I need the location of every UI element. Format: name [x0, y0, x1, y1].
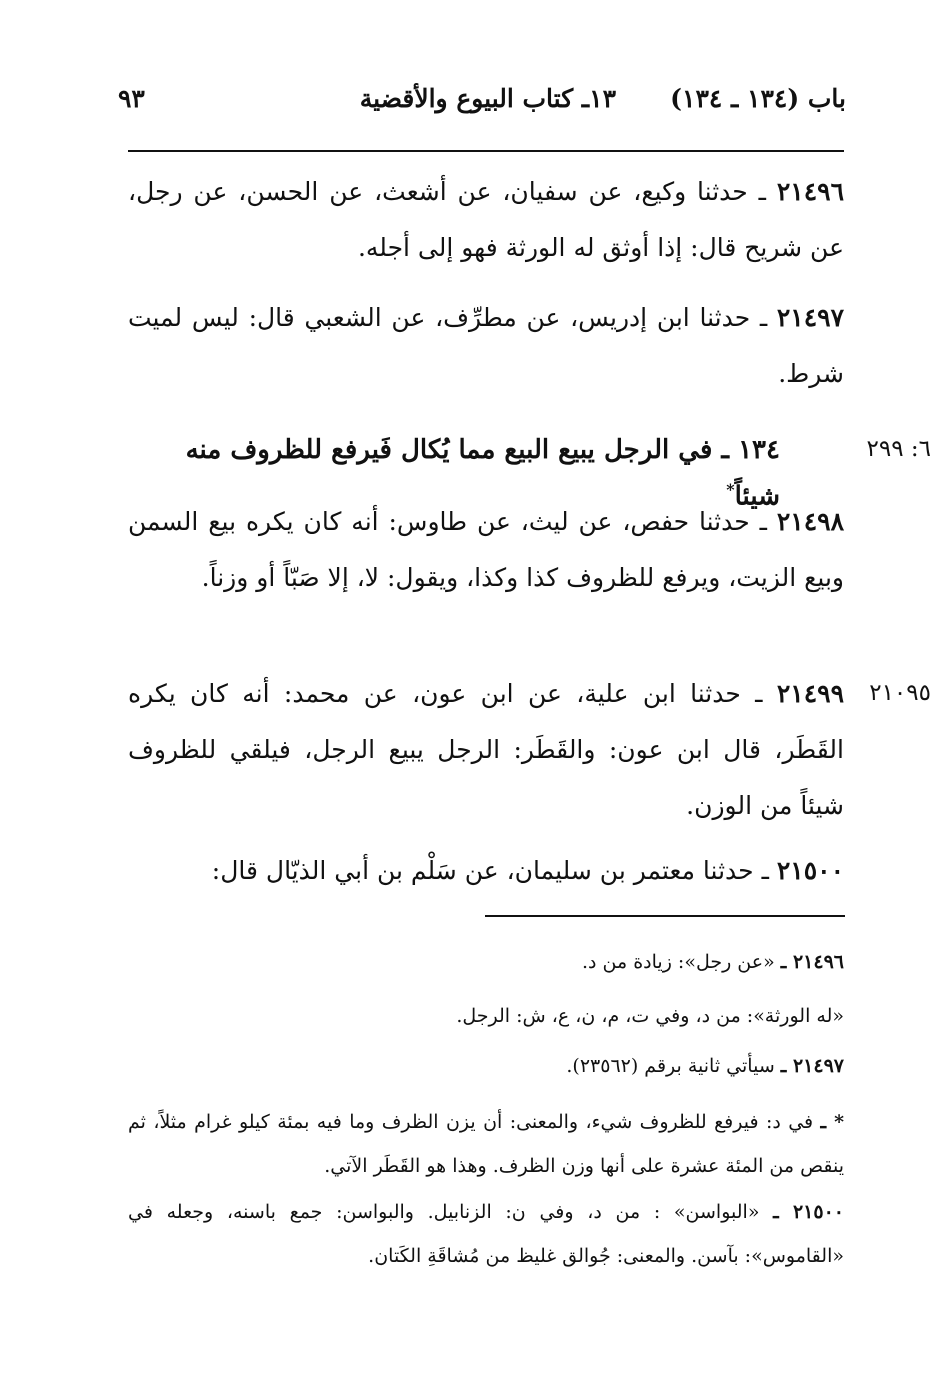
hadith-text: ـ حدثنا ابن علية، عن ابن عون، عن محمد: أنه كان يكره القَطَر، قال ابن عون: والقَطَر: الرجل يبيع الرجل، فيلقي للظروف شيئاً من الوزن. — [128, 679, 844, 820]
footnote — [128, 1044, 844, 1088]
hadith-number: ٢١٤٩٦ — [776, 177, 844, 206]
footnote-lead: ٢١٥٠٠ ـ — [773, 1201, 844, 1223]
footnote-text: «عن رجل»: زيادة من د. — [582, 951, 781, 973]
page-number: ٩٣ — [118, 84, 145, 113]
footnote-text: «له الورثة»: من د، وفي ت، م، ن، ع، ش: الرجل. — [456, 1005, 844, 1027]
header-book-title: ١٣ـ كتاب البيوع والأقضية — [359, 84, 616, 113]
footnote-text: «البواسن» : من د، وفي ن: الزنابيل. والبواسن: جمع باسنه، وجعله في «القاموس»: بآسن. والمعنى: جُوالق غليظ من مُشاقَةِ الكَتان. — [128, 1201, 844, 1267]
hadith-21498 — [128, 494, 844, 606]
footnote — [128, 940, 844, 984]
hadith-21499 — [128, 666, 844, 834]
hadith-number: ٢١٤٩٨ — [776, 507, 844, 536]
hadith-number: ٢١٥٠٠ — [776, 856, 844, 885]
header-rule — [128, 150, 844, 152]
footnote — [128, 1100, 844, 1188]
footnote-rule — [485, 915, 845, 917]
footnote-lead: * ـ — [820, 1111, 844, 1133]
footnote-text: سيأتي ثانية برقم (٢٣٥٦٢). — [566, 1055, 781, 1077]
margin-reference: ٢١٠٩٥ — [869, 680, 931, 706]
hadith-text: ـ حدثنا وكيع، عن سفيان، عن أشعث، عن الحسن، عن رجل، عن شريح قال: إذا أوثق له الورثة فهو إلى أجله. — [128, 177, 844, 262]
hadith-21500 — [128, 843, 844, 899]
hadith-number: ٢١٤٩٧ — [776, 303, 844, 332]
hadith-number: ٢١٤٩٩ — [776, 679, 844, 708]
footnote-lead: ٢١٤٩٦ ـ — [780, 951, 844, 973]
chapter-title: ١٣٤ ـ في الرجل يبيع البيع مما يُكال فَيرفع للظروف منه شيئاً — [185, 435, 780, 512]
hadith-text: ـ حدثنا معتمر بن سليمان، عن سَلْم بن أبي الذيّال قال: — [211, 856, 777, 885]
footnote-mark: * — [726, 480, 735, 499]
margin-reference: ٦: ٢٩٩ — [866, 436, 931, 462]
footnote-lead: ٢١٤٩٧ ـ — [780, 1055, 844, 1077]
hadith-text: ـ حدثنا حفص، عن ليث، عن طاوس: أنه كان يكره بيع السمن وبيع الزيت، ويرفع للظروف كذا وكذا، ويقول: لا، إلا صَبّاً أو وزناً. — [128, 507, 844, 592]
header-chapter-range: باب (١٣٤ ـ ١٣٤) — [670, 84, 846, 113]
hadith-21497 — [128, 290, 844, 402]
hadith-text: ـ حدثنا ابن إدريس، عن مطرِّف، عن الشعبي قال: ليس لميت شرط. — [128, 303, 844, 388]
hadith-21496 — [128, 164, 844, 276]
running-header — [118, 84, 846, 124]
footnote — [128, 1190, 844, 1278]
footnote — [128, 994, 844, 1038]
footnote-text: في د: فيرفع للظروف شيء، والمعنى: أن يزن الظرف وما فيه بمئة كيلو غرام مثلاً، ثم ينقص من المئة عشرة على أنها وزن الظرف. وهذا هو القَطَر الآتي. — [128, 1111, 844, 1177]
